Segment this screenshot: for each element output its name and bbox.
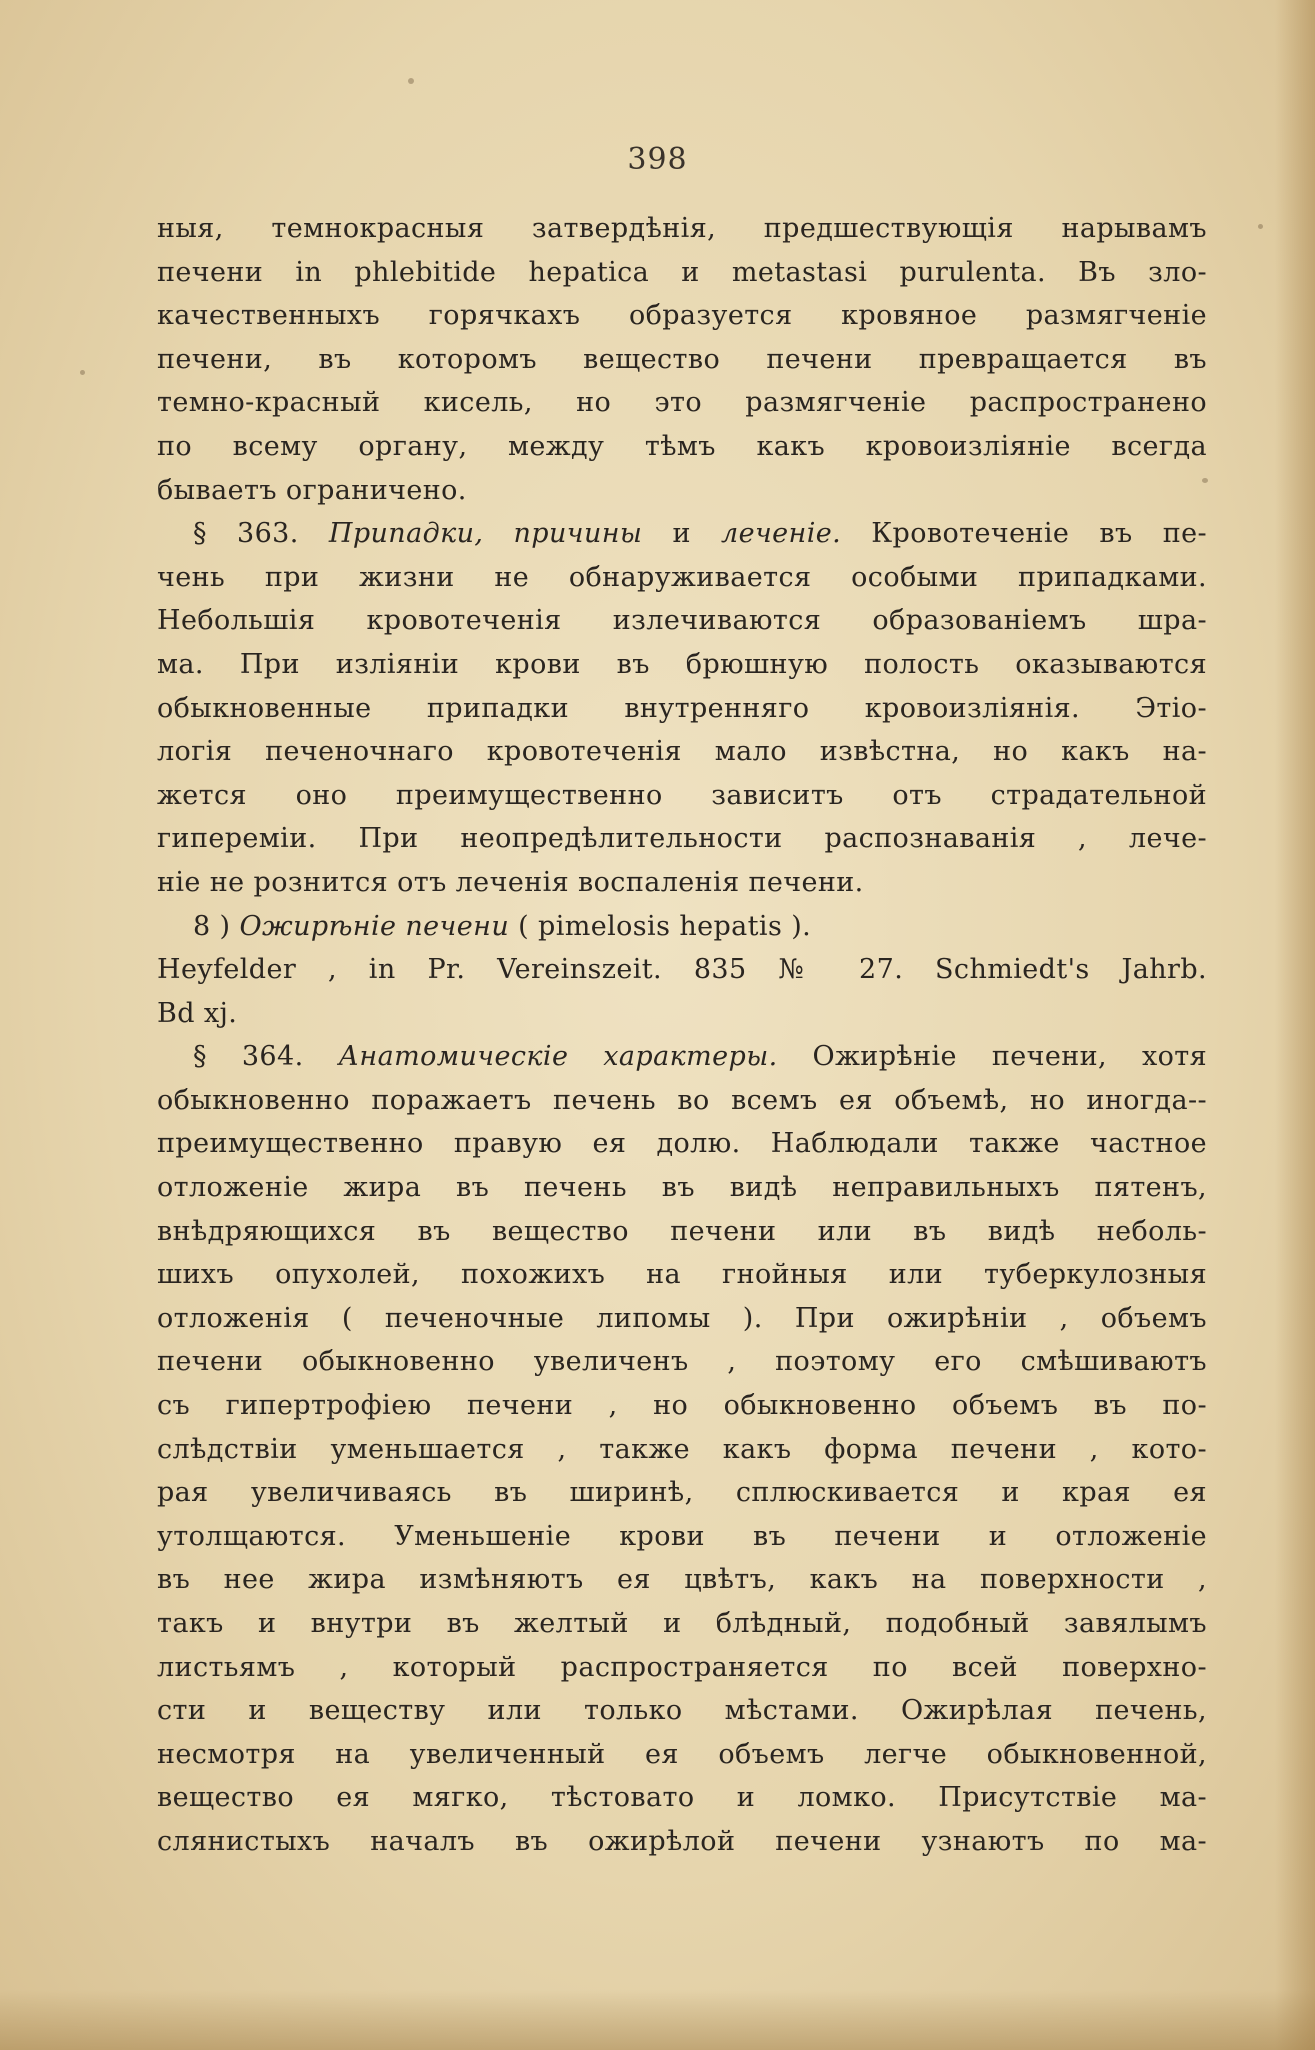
subheading-title: Ожирѣніе печени <box>239 910 510 942</box>
section-heading-line <box>157 1035 1207 1079</box>
text-line: бываетъ ограничено. <box>157 474 467 506</box>
text-line: чень при жизни не обнаруживается особыми припадками. <box>157 561 1207 593</box>
text-line: ма. При изліяніи крови въ брюшную полость оказываются <box>157 648 1207 680</box>
text-line: Кровотеченіе въ пе- <box>871 518 1208 550</box>
text-line: несмотря на увеличенный ея объемъ легче обыкновенной, <box>157 1738 1207 1770</box>
text-line: ніе не рознится отъ леченія воспаленія печени. <box>157 866 864 898</box>
text-line: вещество ея мягко, тѣстовато и ломко. Присутствіе ма- <box>157 1782 1207 1814</box>
text-line: рая увеличиваясь въ ширинѣ, сплюскивается и края ея <box>157 1477 1207 1509</box>
text-line: преимущественно правую ея долю. Наблюдали также частное <box>157 1128 1207 1160</box>
text-line: Ожирѣніе печени, хотя <box>812 1041 1208 1073</box>
section-title: Анатомическіе характеры. <box>338 1041 778 1073</box>
subheading-number: 8 ) <box>193 910 231 942</box>
text-line: отложенія ( печеночные липомы ). При ожирѣніи , объемъ <box>157 1302 1207 1334</box>
paragraph-section-363 <box>157 512 1207 904</box>
text-line: печени, въ которомъ вещество печени превращается въ <box>157 343 1207 375</box>
text-line: Небольшія кровотеченія излечиваются образованіемъ шра- <box>157 605 1207 637</box>
section-number: § 363. <box>193 518 299 550</box>
section-title-continued: леченіе. <box>720 518 842 550</box>
reference <box>157 948 1207 1035</box>
section-title: Припадки, причины <box>328 518 643 550</box>
body-text <box>157 207 1207 1864</box>
subheading <box>157 905 1207 949</box>
text-line: темно-красный кисель, но это размягченіе распространено <box>157 387 1207 419</box>
text-line: логія печеночнаго кровотеченія мало извѣстна, но какъ на- <box>157 736 1207 768</box>
text-line: ныя, темнокрасныя затвердѣнія, предшествующія нарывамъ <box>157 213 1207 244</box>
text-line: печени обыкновенно увеличенъ , поэтому его смѣшиваютъ <box>157 1346 1207 1378</box>
text-line: гипереміи. При неопредѣлительности распознаванія , лече- <box>157 823 1207 855</box>
paper-blemish <box>1258 224 1263 229</box>
text-line: обыкновенные припадки внутренняго кровоизліянія. Этіо- <box>157 692 1207 724</box>
text-line: слянистыхъ началъ въ ожирѣлой печени узнаютъ по ма- <box>157 1825 1207 1857</box>
subheading-latin: ( pimelosis hepatis ). <box>518 910 812 942</box>
text-line: сти и веществу или только мѣстами. Ожирѣлая печень, <box>157 1695 1207 1727</box>
paper-blemish <box>408 78 414 84</box>
text-line: внѣдряющихся въ вещество печени или въ видѣ неболь- <box>157 1215 1207 1247</box>
reference-line: Bd xj. <box>157 997 238 1029</box>
text-line: съ гипертрофіею печени , но обыкновенно объемъ въ по- <box>157 1390 1207 1422</box>
text-line: въ нее жира измѣняютъ ея цвѣтъ, какъ на поверхности , <box>157 1564 1207 1596</box>
reference-line: Heyfelder , in Pr. Vereinszeit. 835 № 27. Schmiedt's Jahrb. <box>157 954 1207 986</box>
text-line: отложеніе жира въ печень въ видѣ неправильныхъ пятенъ, <box>157 1172 1207 1204</box>
text-line: утолщаются. Уменьшеніе крови въ печени и отложеніе <box>157 1520 1207 1552</box>
paragraph-section-364 <box>157 1035 1207 1863</box>
paper-blemish <box>80 370 85 375</box>
section-number: § 364. <box>193 1041 304 1073</box>
text-line: шихъ опухолей, похожихъ на гнойныя или туберкулозныя <box>157 1259 1207 1291</box>
text-line: слѣдствіи уменьшается , также какъ форма печени , кото- <box>157 1433 1207 1465</box>
text-line: печени in phlebitide hepatica и metastasi purulenta. Въ зло- <box>157 256 1207 288</box>
page-edge-shadow-right <box>1275 0 1315 2050</box>
text-line: по всему органу, между тѣмъ какъ кровоизліяніе всегда <box>157 430 1207 462</box>
text-line: листьямъ , который распространяется по всей поверхно- <box>157 1651 1207 1683</box>
text-line: такъ и внутри въ желтый и блѣдный, подобный завялымъ <box>157 1608 1207 1639</box>
page-edge-shadow-bottom <box>0 1990 1315 2050</box>
section-title-conjunction: и <box>672 518 691 550</box>
text-line: жется оно преимущественно зависитъ отъ страдательной <box>157 779 1207 811</box>
text-line: качественныхъ горячкахъ образуется кровяное размягченіе <box>157 300 1207 332</box>
section-heading-line <box>157 512 1207 556</box>
paragraph <box>157 207 1207 512</box>
page-number: 398 <box>627 142 688 177</box>
text-line: обыкновенно поражаетъ печень во всемъ ея объемѣ, но иногда-- <box>157 1084 1207 1116</box>
